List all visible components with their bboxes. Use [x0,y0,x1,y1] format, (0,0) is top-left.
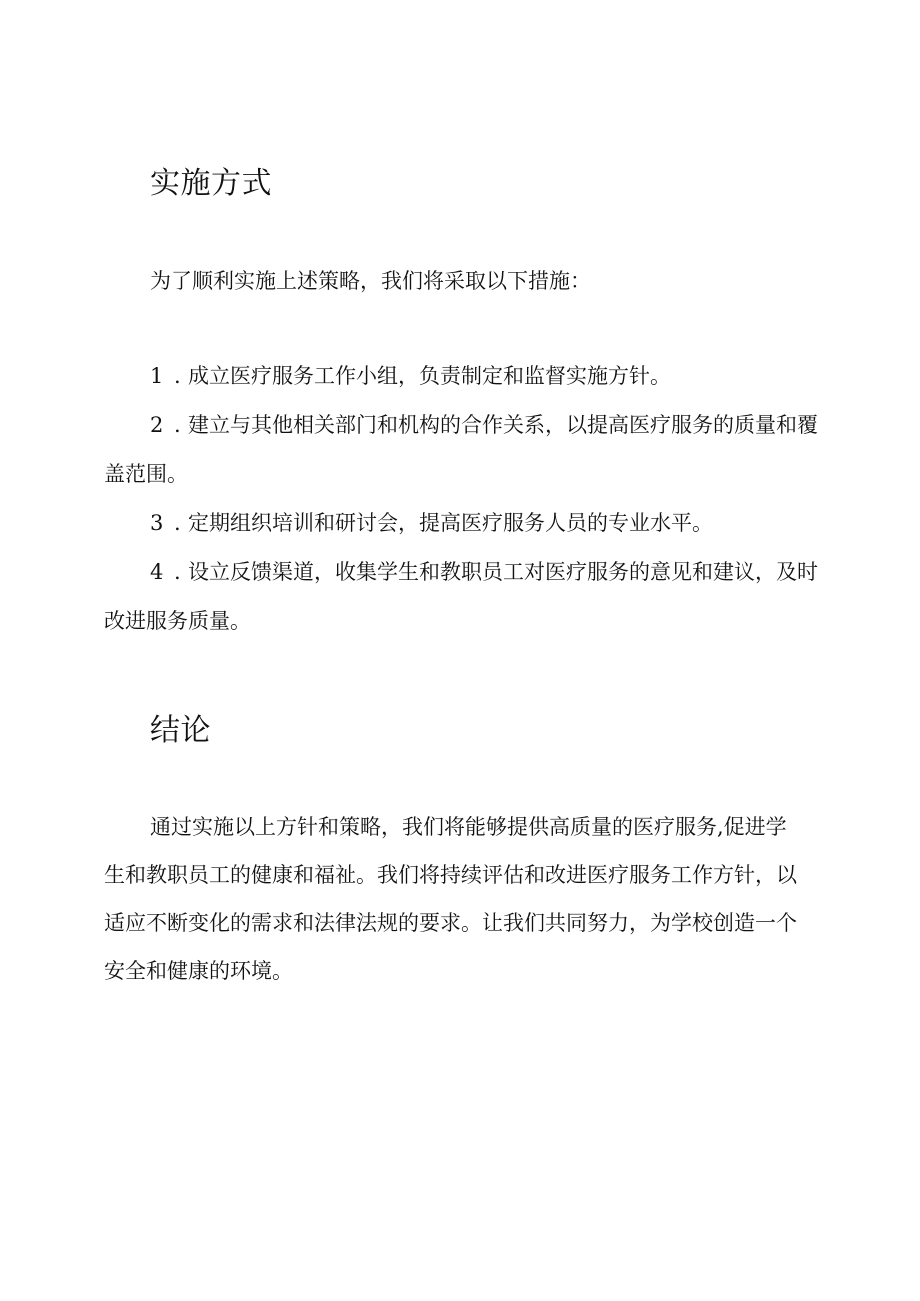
list-item-number: 1 [150,364,164,388]
list-item [104,401,824,499]
implementation-intro: 为了顺利实施上述策略，我们将采取以下措施： [150,269,591,293]
list-item [104,499,824,548]
list-item-number: 4 [150,560,164,584]
list-item-text: 定期组织培训和研讨会，提高医疗服务人员的专业水平。 [188,511,713,535]
list-item-separator: . [174,364,181,388]
list-item [104,352,824,401]
list-item-number: 3 [150,511,164,535]
measures-list [104,352,824,646]
list-item-separator: . [174,413,181,437]
list-item-text: 设立反馈渠道，收集学生和教职员工对医疗服务的意见和建议，及时改进服务质量。 [104,560,818,633]
list-item [104,548,824,646]
list-item-separator: . [174,511,181,535]
conclusion-heading: 结论 [150,713,211,748]
list-item-text: 成立医疗服务工作小组，负责制定和监督实施方针。 [188,364,671,388]
implementation-heading: 实施方式 [150,166,272,201]
list-item-number: 2 [150,413,164,437]
list-item-text: 建立与其他相关部门和机构的合作关系，以提高医疗服务的质量和覆盖范围。 [104,413,818,486]
list-item-separator: . [174,560,181,584]
conclusion-body: 通过实施以上方针和策略，我们将能够提供高质量的医疗服务,促进学生和教职员工的健康和福祉。我们将持续评估和改进医疗服务工作方针，以适应不断变化的需求和法律法规的要求。让我们共同努力，为学校创造一个安全和健康的环境。 [104,815,797,983]
